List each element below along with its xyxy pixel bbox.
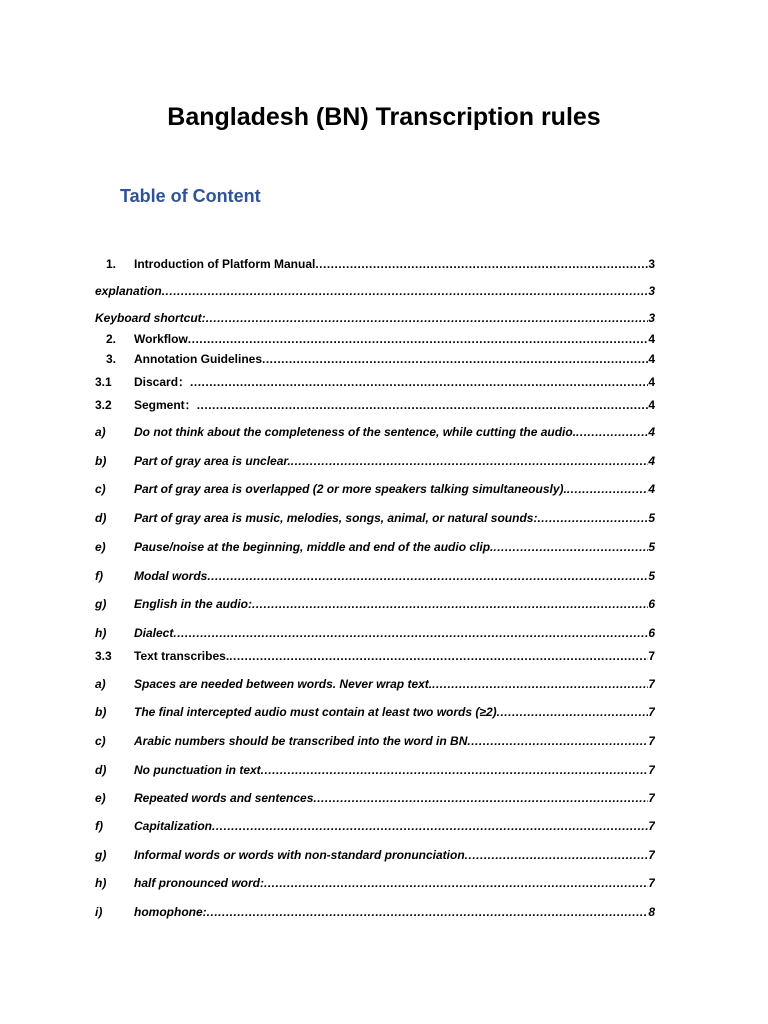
- toc-entry-number: d): [95, 511, 107, 525]
- toc-entry-label: Capitalization: [134, 819, 213, 833]
- toc-entry-label: Informal words or words with non-standard pronunciation: [134, 848, 465, 862]
- toc-entry-gray-music[interactable]: [0, 510, 768, 526]
- toc-entry-number: b): [95, 454, 107, 468]
- toc-entry-page: 4: [648, 482, 655, 496]
- toc-entry-label: Do not think about the completeness of the sentence, while cutting the audio.: [134, 425, 577, 439]
- toc-entry-number: a): [95, 677, 106, 691]
- toc-entry-label: Discard：: [134, 375, 191, 389]
- toc-entry-label: Keyboard shortcut:: [95, 311, 206, 325]
- toc-entry-label: Annotation Guidelines: [134, 352, 262, 366]
- toc-entry-label: Segment：: [134, 398, 197, 412]
- toc-entry-pause-noise[interactable]: [0, 539, 768, 555]
- toc-entry-number: g): [95, 848, 107, 862]
- toc-entry-annotation-guidelines[interactable]: [0, 351, 768, 367]
- toc-entry-number: b): [95, 705, 107, 719]
- toc-entry-page: 3: [648, 311, 655, 325]
- toc-entry-page: 6: [648, 597, 655, 611]
- toc-entry-number: 3.2: [95, 398, 112, 412]
- toc-entry-sentence-completeness[interactable]: [0, 424, 768, 440]
- toc-entry-page: 4: [648, 398, 655, 412]
- toc-entry-number: 3.1: [95, 375, 112, 389]
- toc-entry-label: Pause/noise at the beginning, middle and end of the audio clip.: [134, 540, 494, 554]
- toc-entry-label: homophone:: [134, 905, 207, 919]
- toc-entry-label: half pronounced word:: [134, 876, 264, 890]
- toc-entry-number: g): [95, 597, 107, 611]
- toc-entry-label: Spaces are needed between words. Never wrap text.: [134, 677, 433, 691]
- toc-entry-number: c): [95, 482, 106, 496]
- toc-entry-page: 7: [648, 734, 655, 748]
- document-title: Bangladesh (BN) Transcription rules: [167, 103, 601, 131]
- toc-entry-label: No punctuation in text: [134, 763, 261, 777]
- toc-entry-label: Part of gray area is music, melodies, songs, animal, or natural sounds:: [134, 511, 538, 525]
- toc-entry-half-pronounced[interactable]: [0, 875, 768, 891]
- toc-entry-no-punctuation[interactable]: [0, 762, 768, 778]
- toc-entry-repeated-words[interactable]: [0, 790, 768, 806]
- toc-entry-page: 5: [648, 540, 655, 554]
- toc-entry-page: 7: [648, 763, 655, 777]
- toc-entry-number: f): [95, 819, 103, 833]
- toc-entry-label: The final intercepted audio must contain at least two words (≥2): [134, 705, 497, 719]
- toc-entry-dialect[interactable]: [0, 625, 768, 641]
- toc-entry-number: 3.3: [95, 649, 112, 663]
- toc-entry-label: Part of gray area is unclear.: [134, 454, 291, 468]
- toc-entry-capitalization[interactable]: [0, 818, 768, 834]
- toc-entry-label: Workflow: [134, 332, 188, 346]
- toc-entry-english-audio[interactable]: [0, 596, 768, 612]
- toc-entry-page: 7: [648, 876, 655, 890]
- toc-entry-page: 7: [648, 705, 655, 719]
- toc-entry-page: 7: [648, 791, 655, 805]
- toc-entry-number: h): [95, 876, 107, 890]
- toc-entry-text-transcribes[interactable]: [0, 648, 768, 664]
- toc-entry-segment[interactable]: [0, 397, 768, 413]
- toc-entry-informal-words[interactable]: [0, 847, 768, 863]
- toc-entry-gray-overlapped[interactable]: [0, 481, 768, 497]
- toc-entry-label: Dialect: [134, 626, 174, 640]
- toc-entry-explanation[interactable]: [0, 283, 768, 299]
- toc-entry-page: 4: [648, 454, 655, 468]
- toc-entry-page: 3: [648, 257, 655, 271]
- toc-entry-page: 5: [648, 511, 655, 525]
- toc-entry-number: 3.: [106, 352, 117, 366]
- toc-entry-page: 3: [648, 284, 655, 298]
- toc-entry-workflow[interactable]: [0, 331, 768, 347]
- toc-entry-number: h): [95, 626, 107, 640]
- toc-entry-number: c): [95, 734, 106, 748]
- toc-entry-page: 8: [648, 905, 655, 919]
- toc-entry-page: 7: [648, 848, 655, 862]
- toc-entry-keyboard-shortcut[interactable]: [0, 310, 768, 326]
- toc-entry-page: 4: [648, 352, 655, 366]
- toc-entry-label: Modal words: [134, 569, 208, 583]
- toc-entry-gray-unclear[interactable]: [0, 453, 768, 469]
- toc-entry-arabic-numbers[interactable]: [0, 733, 768, 749]
- toc-entry-label: Arabic numbers should be transcribed into the word in BN: [134, 734, 468, 748]
- toc-entry-two-words[interactable]: [0, 704, 768, 720]
- toc-entry-number: e): [95, 540, 106, 554]
- toc-entry-label: English in the audio:: [134, 597, 252, 611]
- toc-entry-number: 2.: [106, 332, 117, 346]
- toc-entry-discard[interactable]: [0, 374, 768, 390]
- toc-entry-page: 7: [648, 819, 655, 833]
- toc-entry-number: d): [95, 763, 107, 777]
- toc-heading: Table of Content: [120, 186, 261, 206]
- toc-entry-number: 1.: [106, 257, 117, 271]
- toc-entry-spaces[interactable]: [0, 676, 768, 692]
- toc-entry-number: a): [95, 425, 106, 439]
- toc-entry-homophone[interactable]: [0, 904, 768, 920]
- toc-entry-label: Introduction of Platform Manual: [134, 257, 316, 271]
- toc-entry-page: 5: [648, 569, 655, 583]
- toc-entry-number: f): [95, 569, 103, 583]
- toc-entry-label: Part of gray area is overlapped (2 or more speakers talking simultaneously).: [134, 482, 567, 496]
- toc-entry-page: 6: [648, 626, 655, 640]
- toc-entry-page: 4: [648, 425, 655, 439]
- toc-entry-page: 7: [648, 649, 655, 663]
- toc-entry-label: explanation: [95, 284, 162, 298]
- toc-entry-page: 4: [648, 332, 655, 346]
- toc-entry-label: Text transcribes.: [134, 649, 230, 663]
- toc-entry-number: i): [95, 905, 103, 919]
- toc-entry-introduction[interactable]: [0, 256, 768, 272]
- toc-entry-page: 4: [648, 375, 655, 389]
- toc-entry-modal-words[interactable]: [0, 568, 768, 584]
- toc-entry-number: e): [95, 791, 106, 805]
- toc-entry-page: 7: [648, 677, 655, 691]
- toc-entry-label: Repeated words and sentences: [134, 791, 314, 805]
